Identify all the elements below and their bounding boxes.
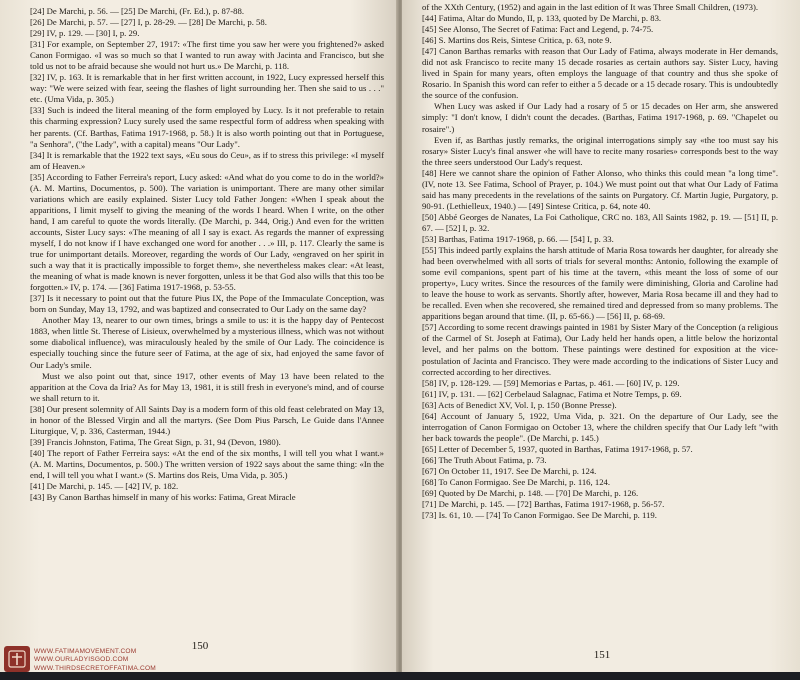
footnote: [65] Letter of December 5, 1937, quoted in Barthas, Fatima 1917-1968, p. 57. xyxy=(422,443,693,454)
footnote: [33] Such is indeed the literal meaning of the form employed by Lucy. Is it not preferable to retain this charming expression? Lucy surely used the same respectful form of address when speaking with her parents. (Cf. Barthas, Fatima 1917-1968, p. 58.) It is also worth pointing out that in Portuguese, "a Senhora", ("the Lady", with a capital) means "Our Lady". xyxy=(30,105,384,149)
right-page-notes xyxy=(422,2,778,521)
footnote: [45] See Alonso, The Secret of Fatima: Fact and Legend, p. 74-75. xyxy=(422,24,654,35)
page-number: 151 xyxy=(593,649,611,661)
footnote: [29] IV, p. 129. — [30] I, p. 29. xyxy=(30,28,140,39)
watermark-link[interactable]: WWW.OURLADYISGOD.COM xyxy=(34,656,129,664)
footnote: [31] For example, on September 27, 1917: «The first time you saw her were you frightened?» asked Canon Formigao. «I was so much so that I wanted to run away with Jacinta and Francisco, but she told us not to be afraid because she would not hurt us.» De Marchi, p. 118. xyxy=(30,39,384,72)
footnote: [34] It is remarkable that the 1922 text says, «Eu sous do Ceu», as if to stress this privilege: «I myself am of Heaven.» xyxy=(30,149,384,171)
footnote: [67] On October 11, 1917. See De Marchi, p. 124. xyxy=(422,465,597,476)
watermark-link[interactable]: WWW.FATIMAMOVEMENT.COM xyxy=(34,648,137,655)
footnote: [48] Here we cannot share the opinion of Father Alonso, who thinks this could mean "a long time". (IV, note 13. See Fatima, School of Prayer, p. 104.) We must point out that what Our Lady of Fatima said has many precedents in the revelations of the saints on Purgatory. Cf. Martin Jugie, Purgatory, p. 90-91. (Lethielleux, 1940.) — [49] Sintese Critica, p. 64, note 40. xyxy=(422,167,778,211)
footnote: [47] Canon Barthas remarks with reason that Our Lady of Fatima, always moderate in Her demands, did not ask Francisco to recite many 15 decade rosaries as certain authors say. Sister Lucy, having lived in Spain for many years, often employs the language of that country and thus she spoke of Rosario. In Spanish this word can refer to either a 5 decade or a 15 decade rosary. This is undoubtedly the source of the confusion. xyxy=(422,46,778,101)
footnote: [53] Barthas, Fatima 1917-1968, p. 66. — [54] I, p. 33. xyxy=(422,233,614,244)
footnote: [39] Francis Johnston, Fatima, The Great Sign, p. 31, 94 (Devon, 1980). xyxy=(30,436,281,447)
footnote: [63] Acts of Benedict XV, Vol. I, p. 150 (Bonne Presse). xyxy=(422,399,617,410)
right-page xyxy=(402,0,800,672)
footnote: [55] This indeed partly explains the harsh attitude of Maria Rosa towards her daughter, for already she had been overwhelmed with all sorts of trials for several months: Antonio, following the example of some evil companions, spent part of his time at the tavern, «this meant the loss of some of our property», Lucy writes. Since the resources of the family were diminishing, Gloria and Caroline had to leave the house to work as servants. Shortly after, however, Maria Rosa became ill and they had to be recalled. Even when she recovered, she remained tired and depressed from so many problems. The apparitions began around that time. (II, p. 65-66.) — [56] II, p. 68-69. xyxy=(422,245,778,322)
footnote: [69] Quoted by De Marchi, p. 148. — [70] De Marchi, p. 126. xyxy=(422,488,639,499)
footnote-continuation: of the XXth Century, (1952) and again in the last edition of It was Three Small Children, (1973). xyxy=(422,2,759,12)
footnote: [38] Our present solemnity of All Saints Day is a modern form of this old feast celebrated on May 13, in honor of the Blessed Virgin and all the martyrs. (See Dom Pius Parsch, Le Guide dans l'Annee Liturgique, V, p. 336, Casterman, 1944.) xyxy=(30,403,384,436)
footnote: [66] The Truth About Fatima, p. 73. xyxy=(422,454,547,465)
footnote: [71] De Marchi, p. 145. — [72] Barthas, Fatima 1917-1968, p. 56-57. xyxy=(422,499,665,510)
left-page xyxy=(0,0,398,672)
footnote: [68] To Canon Formigao. See De Marchi, p. 116, 124. xyxy=(422,477,611,488)
footnote: [32] IV, p. 163. It is remarkable that in her first written account, in 1922, Lucy expressed herself this way: "We were seized with fear, seeing the flashes of light surrounding her. Then she said to us . . ." etc. (Uma Vida, p. 305.) xyxy=(30,72,384,105)
footnote: [50] Abbé Georges de Nanates, La Foi Catholique, CRC no. 183, All Saints 1982, p. 19. — [51] II, p. 67. — [52] I, p. 32. xyxy=(422,211,778,233)
footnote: [41] De Marchi, p. 145. — [42] IV, p. 182. xyxy=(30,481,179,492)
footnote: [40] The report of Father Ferreira says: «At the end of the six months, I will tell you what I want.» (A. M. Martins, Documentos, p. 500.) The written version of 1922 says about the same thing: «In the end, I will tell you what I want.» (S. Martins dos Reis, Uma Vida, p. 305.) xyxy=(30,447,384,480)
footnote: [35] According to Father Ferreira's report, Lucy asked: «And what do you come to do in the world?» (A. M. Martins, Documentos, p. 500). The variation is unimportant. There are many other similar variations which are easily explained. Sister Lucy told Father Jongen: «When I speak about the apparitions, I limit myself to giving the meaning of the words I heard. When I write, on the other hand, I am careful to quote the words literally. (De Marchi, p. 344, Orig.) And even for the written accounts, Sister Lucy says: «The meaning of all I say is exact. As regards the manner of expressing myself, I do not know if I have exchanged one word for another . . .» III, p. 117. Clearly the same is true for unimportant details. Moreover, regarding the words of Our Lady, «engraved on her spirit in such a way that it is practically impossible to forget them», she nevertheless makes clear: «At least, the meaning of what is made known is never forgotten, unless it be that God also wills that this too be forgotten.» IV, p. 174. — [36] Fatima 1917-1968, p. 53-55. xyxy=(30,171,384,293)
left-page-notes xyxy=(30,6,384,503)
footnote: [64] Account of January 5, 1922, Uma Vida, p. 321. On the departure of Our Lady, see the interrogation of Canon Formigao on October 13, where the children specify that Our Lady left "with her back towards the people". (De Marchi, p. 145.) xyxy=(422,410,778,443)
footnote-continuation: Must we also point out that, since 1917, other events of May 13 have been related to the apparition at the Cova da Iria? As for May 13, 1981, it is still fresh in everyone's mind, and of course we shall return to it. xyxy=(30,370,384,403)
page-number: 150 xyxy=(191,640,209,652)
seal-icon xyxy=(4,646,30,672)
footnote: [73] Is. 61, 10. — [74] To Canon Formigao. See De Marchi, p. 119. xyxy=(422,510,657,521)
footnote: [61] IV, p. 131. — [62] Cerbelaud Salagnac, Fatima et Notre Temps, p. 69. xyxy=(422,388,682,399)
footnote-continuation: Even if, as Barthas justly remarks, the original interrogations simply say «the too must say his rosary» Sister Lucy's final answer «he will have to recite many rosaries» corresponds best to the way the three seers understood Our Lady's request. xyxy=(422,134,778,167)
footnote: [44] Fatima, Altar do Mundo, II, p. 133, quoted by De Marchi, p. 83. xyxy=(422,13,662,24)
footnote: [57] According to some recent drawings painted in 1981 by Sister Mary of the Conception (a religious of the Carmel of St. Joseph at Fatima), Our Lady held her hands open, a little below the horizontal level, and her palms on the bottom. These paintings were destined for exposition at the vice-postulation of Jacinta and Francisco. They were made according to the indications of Sister Lucy and corrected according to her directives. xyxy=(422,322,778,377)
watermark-link[interactable]: WWW.THIRDSECRETOFFATIMA.COM xyxy=(34,664,157,672)
footnote: [43] By Canon Barthas himself in many of his works: Fatima, Great Miracle xyxy=(30,492,296,503)
footnote: [37] Is it necessary to point out that the future Pius IX, the Pope of the Immaculate Conception, was born on Sunday, May 13, 1792, and was baptized and consecrated to Our Lady on the same day? xyxy=(30,293,384,315)
watermark xyxy=(4,640,174,680)
footnote-continuation: When Lucy was asked if Our Lady had a rosary of 5 or 15 decades on Her arm, she answered simply: "I don't know, I didn't count the decades. (Barthas, Fatima 1917-1968, p. 69. "Chapelet ou rosaire".) xyxy=(422,101,778,134)
footnote: [26] De Marchi, p. 57. — [27] I, p. 28-29. — [28] De Marchi, p. 58. xyxy=(30,17,267,28)
footnote-continuation: Another May 13, nearer to our own times, brings a smile to us: it is the happy day of Pentecost 1883, when little St. Therese of Lisieux, overwhelmed by a mysterious illness, which was not without some diabolical influence), was miraculously healed by the smile of Our Lady. The coincidence is especially touching since the future seer of Fatima, at the age of six, had enjoyed the same favor of Our Lady's smile. xyxy=(30,315,384,370)
footnote: [24] De Marchi, p. 56. — [25] De Marchi, (Fr. Ed.), p. 87-88. xyxy=(30,6,245,16)
footnote: [46] S. Martins dos Reis, Sintese Critica, p. 63, note 9. xyxy=(422,35,612,46)
footnote: [58] IV, p. 128-129. — [59] Memorias e Partas, p. 461. — [60] IV, p. 129. xyxy=(422,377,680,388)
watermark-links xyxy=(34,648,156,673)
